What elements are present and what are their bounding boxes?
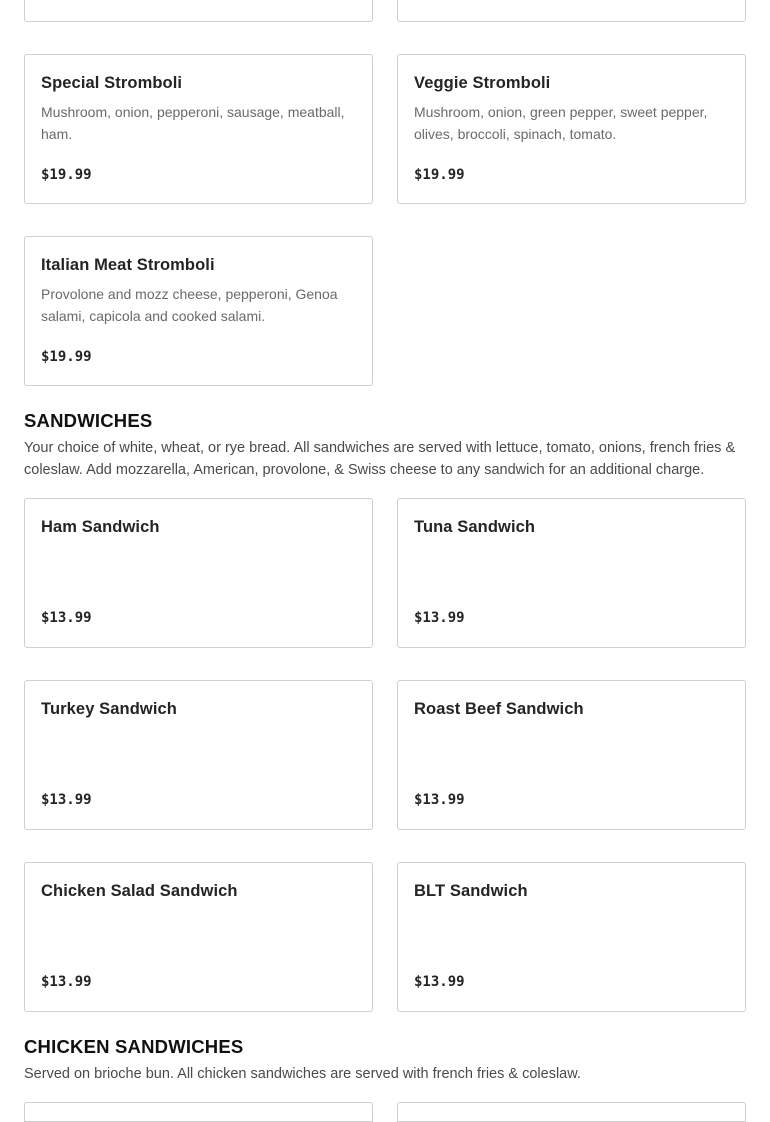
menu-item-description: Mushroom, onion, green pepper, sweet pepper, olives, broccoli, spinach, tomato. xyxy=(414,104,708,142)
section-title-chicken-sandwiches: CHICKEN SANDWICHES xyxy=(24,1036,244,1057)
menu-item-card[interactable] xyxy=(397,498,746,648)
menu-item-price: $13.99 xyxy=(414,610,465,626)
menu-item-price: $13.99 xyxy=(41,610,92,626)
menu-item-price: $19.99 xyxy=(41,349,92,365)
menu-item-price: $19.99 xyxy=(414,167,465,183)
menu-item-price: $13.99 xyxy=(414,792,465,808)
section-description-chicken-sandwiches: Served on brioche bun. All chicken sandwiches are served with french fries & coleslaw. xyxy=(24,1066,581,1082)
menu-item-name: Roast Beef Sandwich xyxy=(414,700,584,718)
menu-item-price: $13.99 xyxy=(41,792,92,808)
menu-item-card-partial[interactable] xyxy=(24,1102,373,1122)
menu-item-card-partial[interactable] xyxy=(24,0,373,22)
menu-item-card[interactable] xyxy=(397,680,746,830)
menu-item-description: Mushroom, onion, pepperoni, sausage, meatball, ham. xyxy=(41,104,345,142)
section-description-sandwiches: Your choice of white, wheat, or rye bread. All sandwiches are served with lettuce, tomato, onions, french fries & coleslaw. Add mozzarella, American, provolone, & Swiss cheese to any sandwich for an additional charge. xyxy=(24,440,736,478)
menu-item-price: $19.99 xyxy=(41,167,92,183)
section-title-sandwiches: SANDWICHES xyxy=(24,410,153,431)
menu-item-name: Special Stromboli xyxy=(41,74,183,92)
menu-item-price: $13.99 xyxy=(414,974,465,990)
menu-item-card[interactable] xyxy=(24,236,373,386)
menu-item-card-partial[interactable] xyxy=(397,0,746,22)
menu-item-card[interactable] xyxy=(24,680,373,830)
menu-item-description: Provolone and mozz cheese, pepperoni, Genoa salami, capicola and cooked salami. xyxy=(41,286,338,324)
menu-item-price: $13.99 xyxy=(41,974,92,990)
menu-item-name: Turkey Sandwich xyxy=(41,700,177,718)
menu-item-card[interactable] xyxy=(24,54,373,204)
menu-item-name: Italian Meat Stromboli xyxy=(41,256,215,274)
menu-item-name: Veggie Stromboli xyxy=(414,74,551,92)
menu-item-card[interactable] xyxy=(24,498,373,648)
menu-item-card[interactable] xyxy=(24,862,373,1012)
menu-item-card[interactable] xyxy=(397,54,746,204)
menu-item-name: Chicken Salad Sandwich xyxy=(41,882,238,900)
menu-item-name: BLT Sandwich xyxy=(414,882,528,900)
menu-item-name: Tuna Sandwich xyxy=(414,518,536,536)
menu-item-card-partial[interactable] xyxy=(397,1102,746,1122)
menu-item-name: Ham Sandwich xyxy=(41,518,160,536)
menu-item-card[interactable] xyxy=(397,862,746,1012)
